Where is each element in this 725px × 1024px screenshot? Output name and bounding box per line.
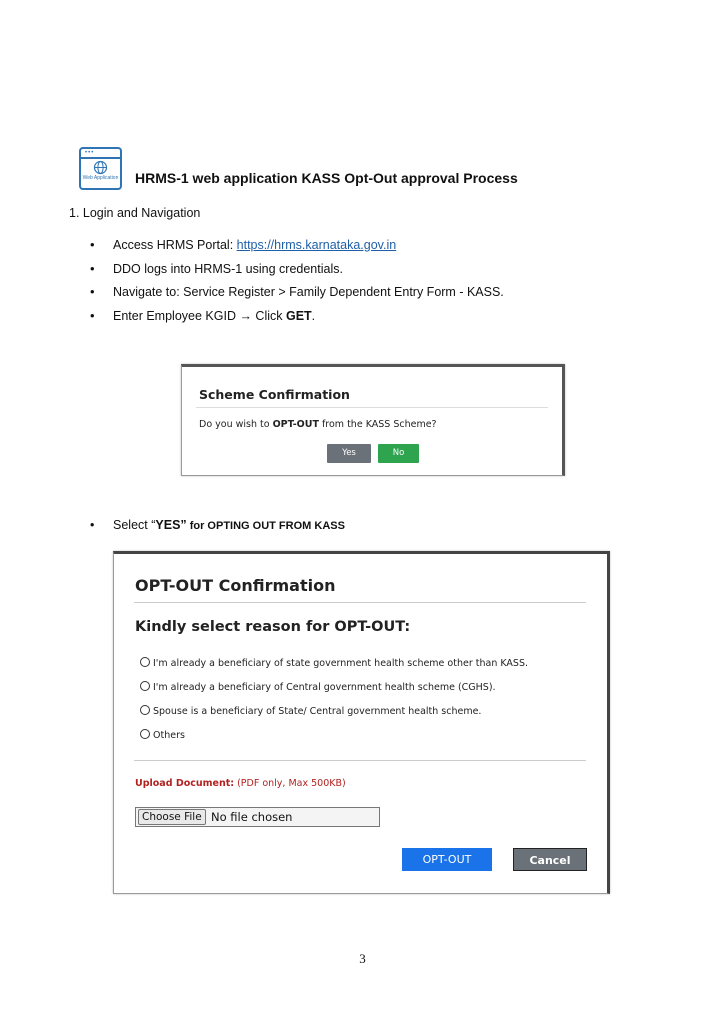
scheme-dialog-title: Scheme Confirmation	[199, 387, 350, 402]
reason-option[interactable]: I'm already a beneficiary of state government health scheme other than KASS.	[140, 657, 528, 669]
access-portal-text: Access HRMS Portal:	[113, 238, 237, 252]
file-input[interactable]	[135, 807, 380, 827]
navigate-text: Navigate to: Service Register > Family Dependent Entry Form - KASS.	[113, 285, 504, 299]
upload-document-label: Upload Document: (PDF only, Max 500KB)	[135, 778, 346, 789]
yes-button[interactable]: Yes	[327, 444, 371, 463]
page-number: 3	[359, 951, 366, 966]
file-status-text: No file chosen	[211, 810, 293, 824]
list-item	[90, 261, 504, 285]
radio-button[interactable]	[140, 729, 150, 739]
page-heading: HRMS-1 web application KASS Opt-Out approval Process	[135, 170, 518, 186]
optout-confirmation-dialog	[113, 551, 610, 894]
list-item	[90, 308, 504, 332]
optout-button[interactable]: OPT-OUT	[402, 848, 492, 871]
ddo-login-text: DDO logs into HRMS-1 using credentials.	[113, 261, 343, 276]
reason-option[interactable]: Spouse is a beneficiary of State/ Central government health scheme.	[140, 705, 481, 717]
navigation-steps-list	[90, 237, 504, 331]
section-title: 1. Login and Navigation	[69, 206, 201, 220]
divider	[134, 602, 586, 603]
web-application-icon: ••• Web Application	[79, 147, 122, 190]
scheme-question: Do you wish to OPT-OUT from the KASS Scheme?	[199, 419, 437, 430]
get-bold-text: GET	[285, 308, 312, 323]
hrms-portal-link[interactable]: https://hrms.karnataka.gov.in	[236, 238, 397, 252]
enter-kgid-suffix: .	[311, 308, 316, 323]
cancel-button[interactable]: Cancel	[513, 848, 587, 871]
list-item	[90, 237, 504, 261]
radio-button[interactable]	[140, 681, 150, 691]
choose-file-button[interactable]: Choose File	[138, 809, 206, 825]
no-button[interactable]: No	[378, 444, 419, 463]
reason-option[interactable]: Others	[140, 729, 185, 741]
scheme-confirmation-dialog	[181, 364, 565, 476]
optout-dialog-subtitle: Kindly select reason for OPT-OUT:	[135, 619, 411, 635]
optout-dialog-title: OPT-OUT Confirmation	[135, 576, 336, 595]
enter-kgid-text: Enter Employee KGID → Click	[113, 308, 286, 323]
reason-option[interactable]: I'm already a beneficiary of Central government health scheme (CGHS).	[140, 681, 496, 693]
icon-label: Web Application	[82, 175, 119, 181]
radio-button[interactable]	[140, 705, 150, 715]
radio-button[interactable]	[140, 657, 150, 667]
divider	[134, 760, 586, 761]
list-item	[90, 284, 504, 308]
divider	[196, 407, 548, 408]
